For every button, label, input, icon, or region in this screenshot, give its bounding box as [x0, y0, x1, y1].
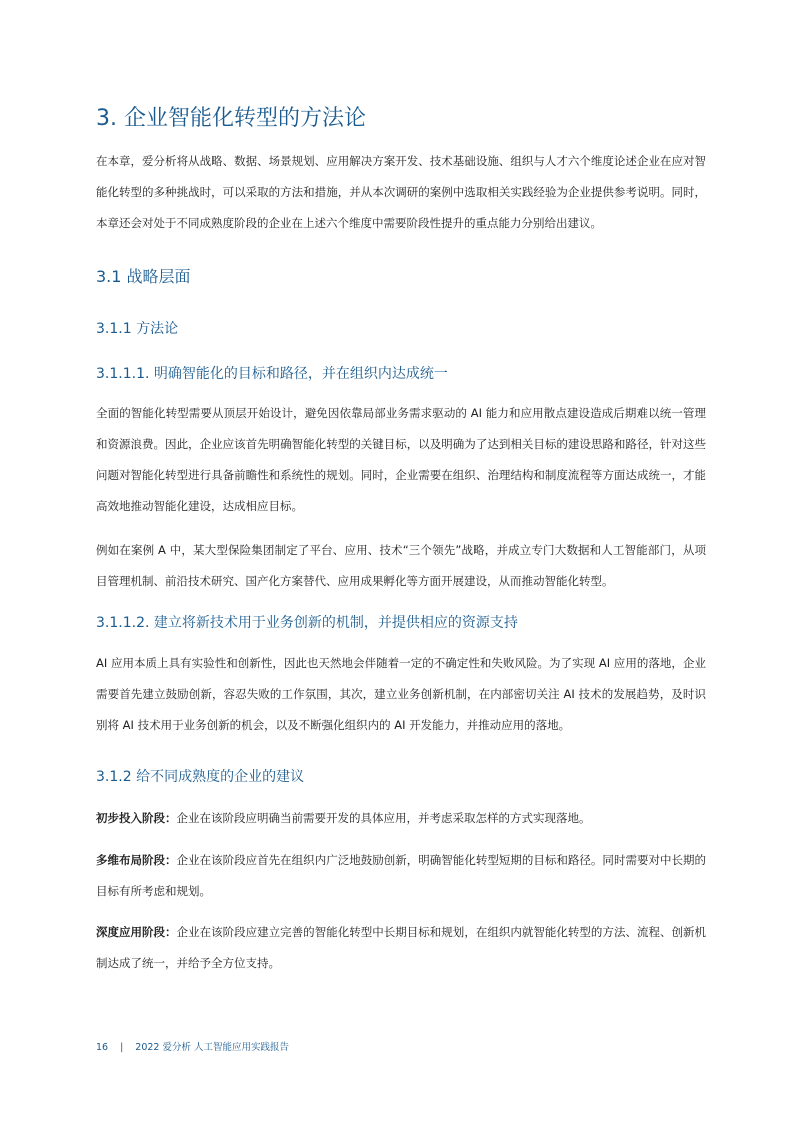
- page-footer: [96, 1039, 289, 1053]
- stage-label: 深度应用阶段：: [96, 925, 177, 939]
- section-heading-3-1-1-2: 3.1.1.2. 建立将新技术用于业务创新的机制，并提供相应的资源支持: [96, 615, 518, 631]
- stage-deep-application: [96, 917, 706, 979]
- section-heading-3-1-2: 3.1.2 给不同成熟度的企业的建议: [96, 769, 305, 785]
- stage-initial-investment: [96, 803, 706, 834]
- chapter-title: 3. 企业智能化转型的方法论: [96, 106, 366, 131]
- stage-text: 企业在该阶段应明确当前需要开发的具体应用，并考虑采取怎样的方式实现落地。: [176, 811, 591, 825]
- section-heading-3-1-1-1: 3.1.1.1. 明确智能化的目标和路径，并在组织内达成统一: [96, 366, 448, 382]
- section-heading-3-1-1: 3.1.1 方法论: [96, 321, 179, 337]
- paragraph-case-a: 例如在案例 A 中，某大型保险集团制定了平台、应用、技术“三个领先”战略，并成立专门大数据和人工智能部门，从项目管理机制、前沿技术研究、国产化方案替代、应用成果孵化等方面开展建设，从而推动智能化转型。: [96, 543, 706, 588]
- page-number: 16: [96, 1042, 109, 1053]
- chapter-intro: 在本章，爱分析将从战略、数据、场景规划、应用解决方案开发、技术基础设施、组织与人才六个维度论述企业在应对智能化转型的多种挑战时，可以采取的方法和措施，并从本次调研的案例中选取相关实践经验为企业提供参考说明。同时，本章还会对处于不同成熟度阶段的企业在上述六个维度中需要阶段性提升的重点能力分别给出建议。: [96, 154, 706, 230]
- stage-label: 多维布局阶段：: [96, 853, 177, 867]
- footer-separator: |: [120, 1042, 124, 1053]
- stage-label: 初步投入阶段：: [96, 811, 177, 825]
- section-heading-3-1: 3.1 战略层面: [96, 267, 191, 286]
- stage-text: 企业在该阶段应首先在组织内广泛地鼓励创新，明确智能化转型短期的目标和路径。同时需要对中长期的目标有所考虑和规划。: [96, 853, 707, 898]
- paragraph-innovation-mechanism: AI 应用本质上具有实验性和创新性，因此也天然地会伴随着一定的不确定性和失败风险。为了实现 AI 应用的落地，企业需要首先建立鼓励创新，容忍失败的工作氛围，其次，建立业务创新机制，在内部密切关注 AI 技术的发展趋势，及时识别将 AI 技术用于业务创新的机会，以及不断强化组织内的 AI 开发能力，并推动应用的落地。: [96, 656, 706, 732]
- stage-text: 企业在该阶段应建立完善的智能化转型中长期目标和规划，在组织内就智能化转型的方法、流程、创新机制达成了统一，并给予全方位支持。: [96, 925, 707, 970]
- stage-multi-dimensional: [96, 845, 706, 907]
- report-title: 2022 爱分析 人工智能应用实践报告: [135, 1042, 290, 1053]
- paragraph-top-level-design: 全面的智能化转型需要从顶层开始设计，避免因依靠局部业务需求驱动的 AI 能力和应用散点建设造成后期难以统一管理和资源浪费。因此，企业应该首先明确智能化转型的关键目标，以及明确为了达到相关目标的建设思路和路径，针对这些问题对智能化转型进行具备前瞻性和系统性的规划。同时，企业需要在组织、治理结构和制度流程等方面达成统一，才能高效地推动智能化建设，达成相应目标。: [96, 406, 706, 513]
